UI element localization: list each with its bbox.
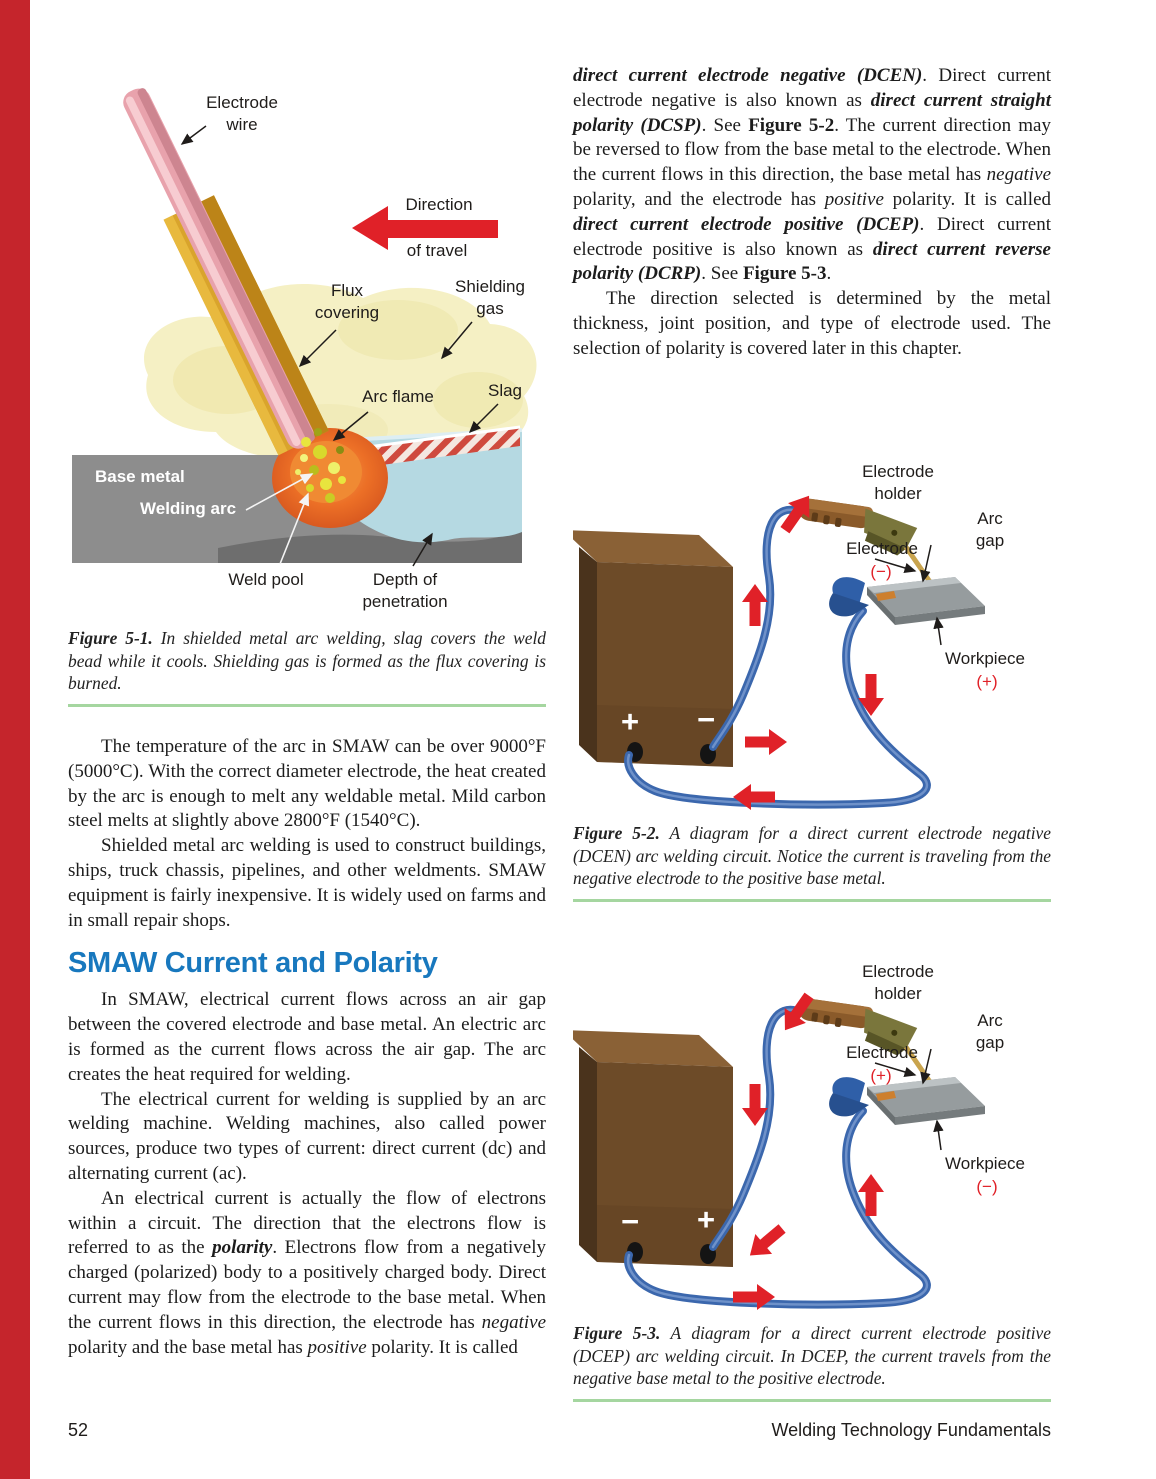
left-text-block <box>68 735 546 1360</box>
label-base-metal: Base metal <box>95 467 185 486</box>
label-flux-covering: Flux covering <box>314 281 380 322</box>
paragraph-shielded: Shielded metal arc welding is used to construct buildings, ships, truck chassis, pipelines, and other weldments. SMAW equipment is fairly inexpensive. It is widely used on farms and in small repair shops. <box>68 835 546 931</box>
label-depth-of-penetration: Depth of penetration <box>362 570 448 611</box>
label-of-travel: of travel <box>406 241 468 260</box>
label-workpiece: Workpiece <box>945 1154 1025 1173</box>
label-electrode-holder: Electrode holder <box>862 462 934 503</box>
figure-5-1-artwork <box>68 80 546 625</box>
figure-5-2-caption: Figure 5-2. A diagram for a direct current electrode negative (DCEN) arc welding circuit. Notice the current is traveling from the negative electrode to the positive base metal. <box>573 823 1051 889</box>
right-text-block <box>573 64 1051 362</box>
label-electrode-sign: (+) <box>870 1066 892 1085</box>
workpiece-plate <box>867 577 985 625</box>
section-heading: SMAW Current and Polarity <box>68 947 438 980</box>
label-electrode-sign: (−) <box>870 562 892 581</box>
label-arc-gap: Arc gap <box>975 509 1005 550</box>
right-column <box>573 0 1051 1479</box>
figure-5-2 <box>573 455 1051 817</box>
label-arc-flame: Arc flame <box>362 387 434 406</box>
label-electrode: Electrode <box>846 1043 918 1062</box>
label-slag: Slag <box>487 381 523 400</box>
page-number: 52 <box>68 1420 89 1440</box>
paragraph-temperature: The temperature of the arc in SMAW can be over 9000°F (5000°C). With the correct diameter electrode, the heat created by the arc is enough to melt any weldable metal. Mild carbon steel melts at slightly above 2800°F (1540°C). <box>68 736 546 832</box>
terminal-left-sign: − <box>620 1204 640 1239</box>
label-electrode: Electrode <box>846 539 918 558</box>
label-electrode-holder: Electrode holder <box>862 962 934 1003</box>
label-direction: Direction <box>405 195 473 214</box>
current-arrows <box>733 988 884 1310</box>
page-edge-bar <box>0 0 30 1479</box>
label-weld-pool: Weld pool <box>228 570 304 589</box>
label-workpiece-sign: (+) <box>976 672 998 691</box>
terminal-right-sign: + <box>696 1202 716 1237</box>
caption-rule <box>573 899 1051 902</box>
paragraph-dcen: direct current electrode negative (DCEN). Direct current electrode negative is also known as direct current straight polarity (DCSP). See Figure 5-2. The current direction may be reversed to flow from the base metal to the electrode. When the current flows in this direction, the base metal has negative polarity, and the electrode has positive polarity. It is called direct current electrode positive (DCEP). Direct current electrode positive is also known as direct current reverse polarity (DCRP). See Figure 5-3. <box>573 65 1052 285</box>
figure-5-1-caption: Figure 5-1. In shielded metal arc welding, slag covers the weld bead while it cools. Shielding gas is formed as the flux covering is burned. <box>68 628 546 694</box>
current-arrows <box>733 488 884 810</box>
figure-5-1 <box>68 80 546 625</box>
caption-rule <box>573 1399 1051 1402</box>
label-electrode-wire: Electrode wire <box>206 93 278 134</box>
label-workpiece: Workpiece <box>945 649 1025 668</box>
left-column <box>68 0 546 1479</box>
paragraph-in-smaw: In SMAW, electrical current flows across an air gap between the covered electrode and base metal. An electric arc is formed as the current flows across the air gap. The arc creates the heat required for welding. <box>68 989 546 1085</box>
label-shielding-gas: Shielding gas <box>455 277 525 318</box>
figure-5-3-caption: Figure 5-3. A diagram for a direct current electrode positive (DCEP) arc welding circuit. In DCEP, the current travels from the negative base metal to the positive electrode. <box>573 1323 1051 1389</box>
label-welding-arc: Welding arc <box>140 499 237 518</box>
paragraph-direction-selected: The direction selected is determined by the metal thickness, joint position, and type of electrode used. The selection of polarity is covered later in this chapter. <box>573 288 1051 359</box>
paragraph-an-electrical-current: An electrical current is actually the flow of electrons within a circuit. The direction that the electrons flow is referred to as the polarity. Electrons flow from a negatively charged (polarized) body to a positively charged body. Direct current may flow from the electrode to the base metal. When the current flows in this direction, the electrode has negative polarity and the base metal has positive polarity. It is called <box>68 1187 546 1358</box>
terminal-right-sign: − <box>696 702 716 737</box>
paragraph-electrical-current: The electrical current for welding is supplied by an arc welding machine. Welding machines, also called power sources, produce two types of current: direct current (dc) and alternating current (ac). <box>68 1088 546 1184</box>
label-arc-gap: Arc gap <box>975 1011 1005 1052</box>
label-workpiece-sign: (−) <box>976 1177 998 1196</box>
caption-rule <box>68 704 546 707</box>
book-title: Welding Technology Fundamentals <box>771 1420 1051 1440</box>
figure-5-3 <box>573 955 1051 1317</box>
terminal-left-sign: + <box>620 704 640 739</box>
